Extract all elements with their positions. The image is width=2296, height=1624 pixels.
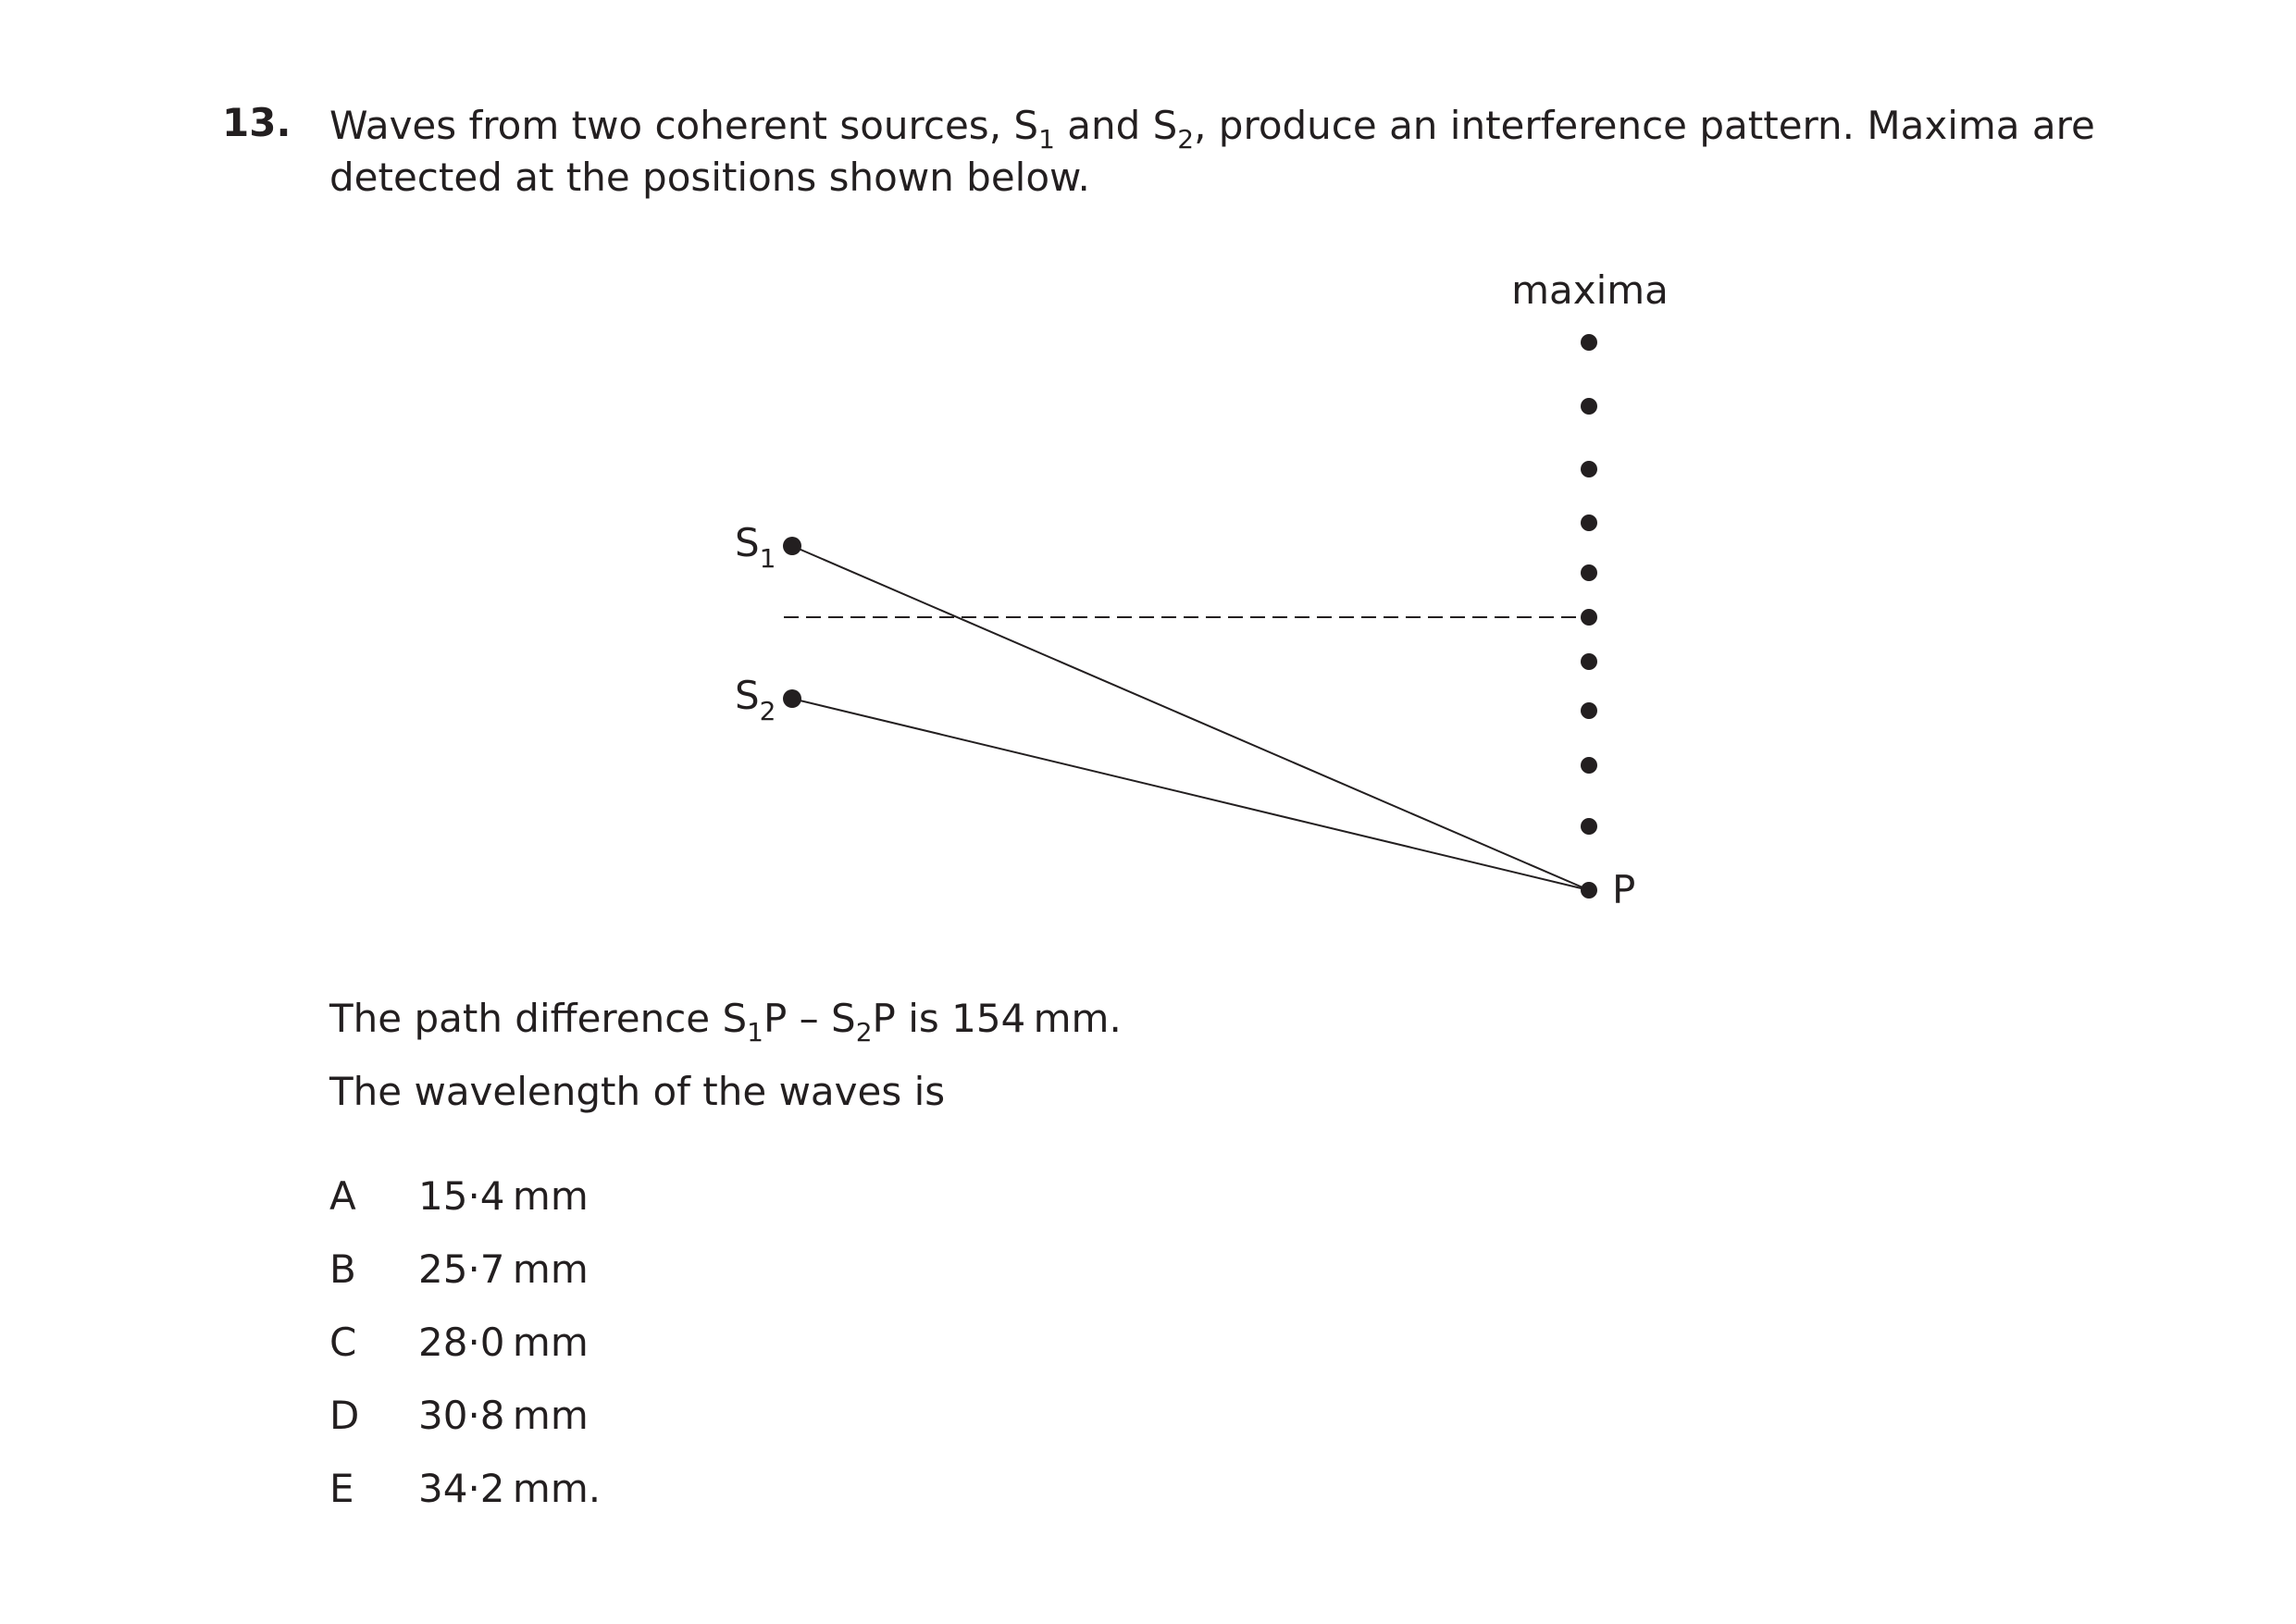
option-letter: B bbox=[329, 1246, 356, 1292]
option-b[interactable] bbox=[329, 1246, 601, 1320]
stem-line-1: Waves from two coherent sources, $S_1$ and $S_2$, produce an interference pattern. Maxima are bbox=[329, 103, 2095, 155]
option-letter: A bbox=[329, 1173, 356, 1219]
answer-options bbox=[329, 1173, 601, 1539]
maxima-dot bbox=[1581, 461, 1597, 477]
maxima-dot bbox=[1581, 564, 1597, 581]
maxima-dot bbox=[1581, 398, 1597, 415]
option-value: 25·7 mm bbox=[418, 1246, 589, 1292]
maxima-label: maxima bbox=[1511, 267, 1669, 313]
option-c[interactable] bbox=[329, 1320, 601, 1393]
path-s2-p-line bbox=[792, 699, 1589, 890]
option-d[interactable] bbox=[329, 1393, 601, 1466]
maxima-dot-central bbox=[1581, 609, 1597, 626]
source-s2-label: $S_2$ bbox=[735, 673, 776, 726]
option-value: 28·0 mm bbox=[418, 1320, 589, 1365]
maxima-dot bbox=[1581, 514, 1597, 531]
path-s1-p-line bbox=[792, 546, 1589, 890]
wavelength-prompt: The wavelength of the waves is bbox=[329, 1069, 946, 1114]
option-letter: C bbox=[329, 1320, 357, 1365]
point-p-label: P bbox=[1612, 867, 1636, 912]
source-s2-dot bbox=[783, 689, 801, 708]
option-a[interactable] bbox=[329, 1173, 601, 1246]
option-value: 30·8 mm bbox=[418, 1393, 589, 1438]
maxima-dot bbox=[1581, 818, 1597, 835]
maxima-dot bbox=[1581, 757, 1597, 774]
maxima-dot bbox=[1581, 334, 1597, 351]
option-value: 15·4 mm bbox=[418, 1173, 589, 1219]
maxima-dot bbox=[1581, 702, 1597, 719]
option-value: 34·2 mm. bbox=[418, 1466, 602, 1511]
stem-line-2: detected at the positions shown below. bbox=[329, 155, 1090, 200]
option-e[interactable] bbox=[329, 1466, 601, 1539]
question-number: 13. bbox=[222, 100, 292, 145]
option-letter: D bbox=[329, 1393, 360, 1438]
maxima-dots bbox=[1581, 334, 1597, 899]
maxima-dot bbox=[1581, 653, 1597, 670]
source-s1-dot bbox=[783, 537, 801, 555]
option-letter: E bbox=[329, 1466, 354, 1511]
source-s1-label: $S_1$ bbox=[735, 520, 776, 574]
path-difference-statement: The path difference $S_1P - S_2P$ is 154 mm. bbox=[329, 996, 1122, 1048]
